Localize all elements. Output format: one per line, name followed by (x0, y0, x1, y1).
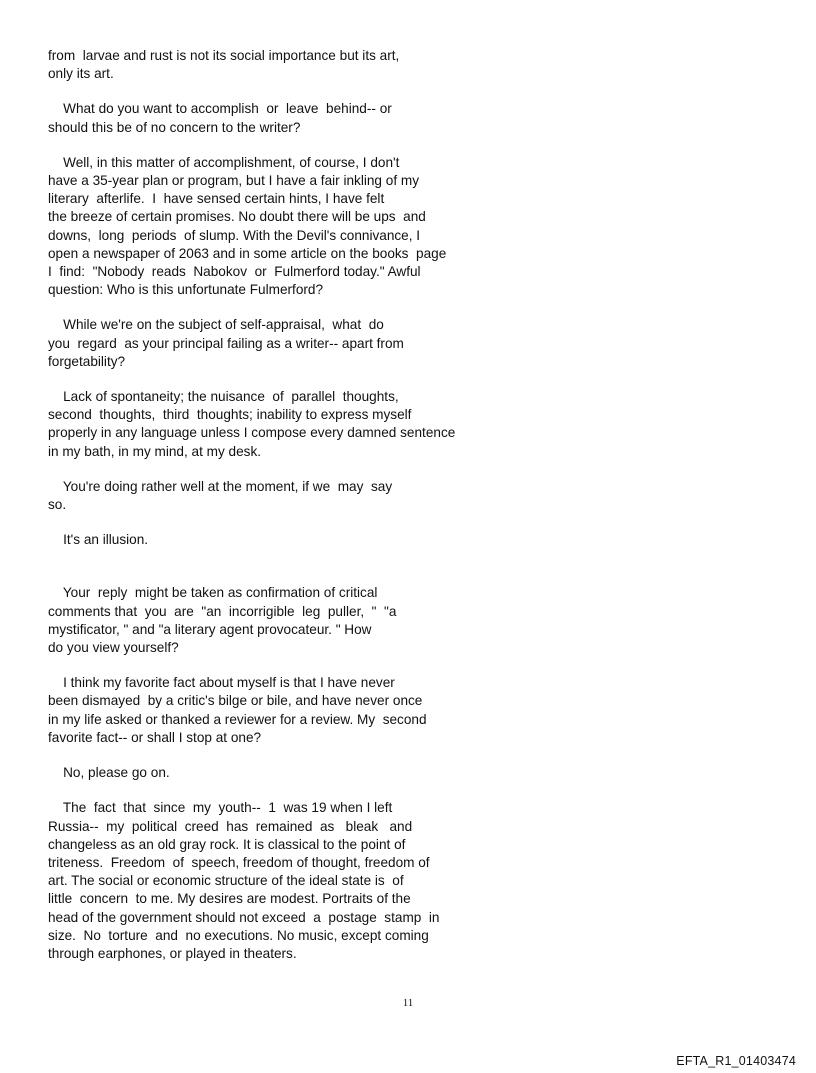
text-line: While we're on the subject of self-appraisal, what do (48, 317, 384, 333)
paragraph-4 (48, 316, 468, 371)
text-line: downs, long periods of slump. With the Devil's connivance, I (48, 227, 421, 243)
text-line: the breeze of certain promises. No doubt there will be ups and (48, 209, 426, 225)
text-line: favorite fact-- or shall I stop at one? (48, 729, 262, 745)
text-line: comments that you are "an incorrigible leg puller, " "a (48, 603, 397, 619)
text-line: have a 35-year plan or program, but I have a fair inkling of my (48, 173, 420, 189)
document-id: EFTA_R1_01403474 (676, 1054, 796, 1068)
text-line: from larvae and rust is not its social importance but its art, (48, 48, 400, 63)
text-line: head of the government should not exceed a postage stamp in (48, 909, 440, 925)
text-line: The fact that since my youth-- 1 was 19 when I left (48, 800, 393, 816)
text-line: open a newspaper of 2063 and in some article on the books page (48, 245, 447, 261)
text-line: little concern to me. My desires are modest. Portraits of the (48, 891, 411, 907)
text-line: art. The social or economic structure of the ideal state is of (48, 873, 404, 889)
paragraph-1 (48, 47, 468, 83)
text-line: so. (48, 497, 67, 513)
paragraph-5 (48, 388, 468, 461)
text-line: No, please go on. (48, 765, 170, 781)
text-line: I think my favorite fact about myself is that I have never (48, 675, 395, 691)
page-number: 11 (402, 997, 414, 1009)
text-line: Lack of spontaneity; the nuisance of parallel thoughts, (48, 389, 399, 405)
text-line: triteness. Freedom of speech, freedom of thought, freedom of (48, 854, 430, 870)
text-line: You're doing rather well at the moment, if we may say (48, 478, 393, 494)
paragraph-7 (48, 531, 468, 549)
paragraph-2 (48, 100, 468, 136)
paragraph-8 (48, 584, 468, 657)
text-line: through earphones, or played in theaters. (48, 945, 297, 961)
text-line: been dismayed by a critic's bilge or bile, and have never once (48, 693, 423, 709)
text-line: mystificator, " and "a literary agent provocateur. " How (48, 621, 372, 637)
text-line: It's an illusion. (48, 532, 149, 548)
text-line: should this be of no concern to the writer? (48, 119, 301, 135)
text-line: I find: "Nobody reads Nabokov or Fulmerford today." Awful (48, 264, 421, 280)
text-line: Russia-- my political creed has remained as bleak and (48, 818, 413, 834)
paragraph-11 (48, 799, 468, 963)
text-line: properly in any language unless I compose every damned sentence (48, 425, 456, 441)
text-line: question: Who is this unfortunate Fulmerford? (48, 282, 324, 298)
text-line: second thoughts, third thoughts; inability to express myself (48, 407, 412, 423)
text-line: do you view yourself? (48, 640, 179, 656)
text-line: in my bath, in my mind, at my desk. (48, 443, 262, 459)
text-line: What do you want to accomplish or leave behind-- or (48, 101, 392, 117)
text-line: changeless as an old gray rock. It is classical to the point of (48, 836, 406, 852)
text-line: literary afterlife. I have sensed certain hints, I have felt (48, 191, 385, 207)
text-line: in my life asked or thanked a reviewer for a review. My second (48, 711, 427, 727)
text-line: you regard as your principal failing as a writer-- apart from (48, 335, 404, 351)
paragraph-9 (48, 674, 468, 747)
text-line: only its art. (48, 66, 114, 82)
text-line: forgetability? (48, 353, 126, 369)
text-line: Well, in this matter of accomplishment, of course, I don't (48, 154, 400, 170)
document-body (48, 47, 468, 980)
paragraph-10 (48, 764, 468, 782)
text-line: Your reply might be taken as confirmation of critical (48, 585, 378, 601)
text-line: size. No torture and no executions. No music, except coming (48, 927, 429, 943)
paragraph-3 (48, 154, 468, 300)
paragraph-6 (48, 478, 468, 514)
